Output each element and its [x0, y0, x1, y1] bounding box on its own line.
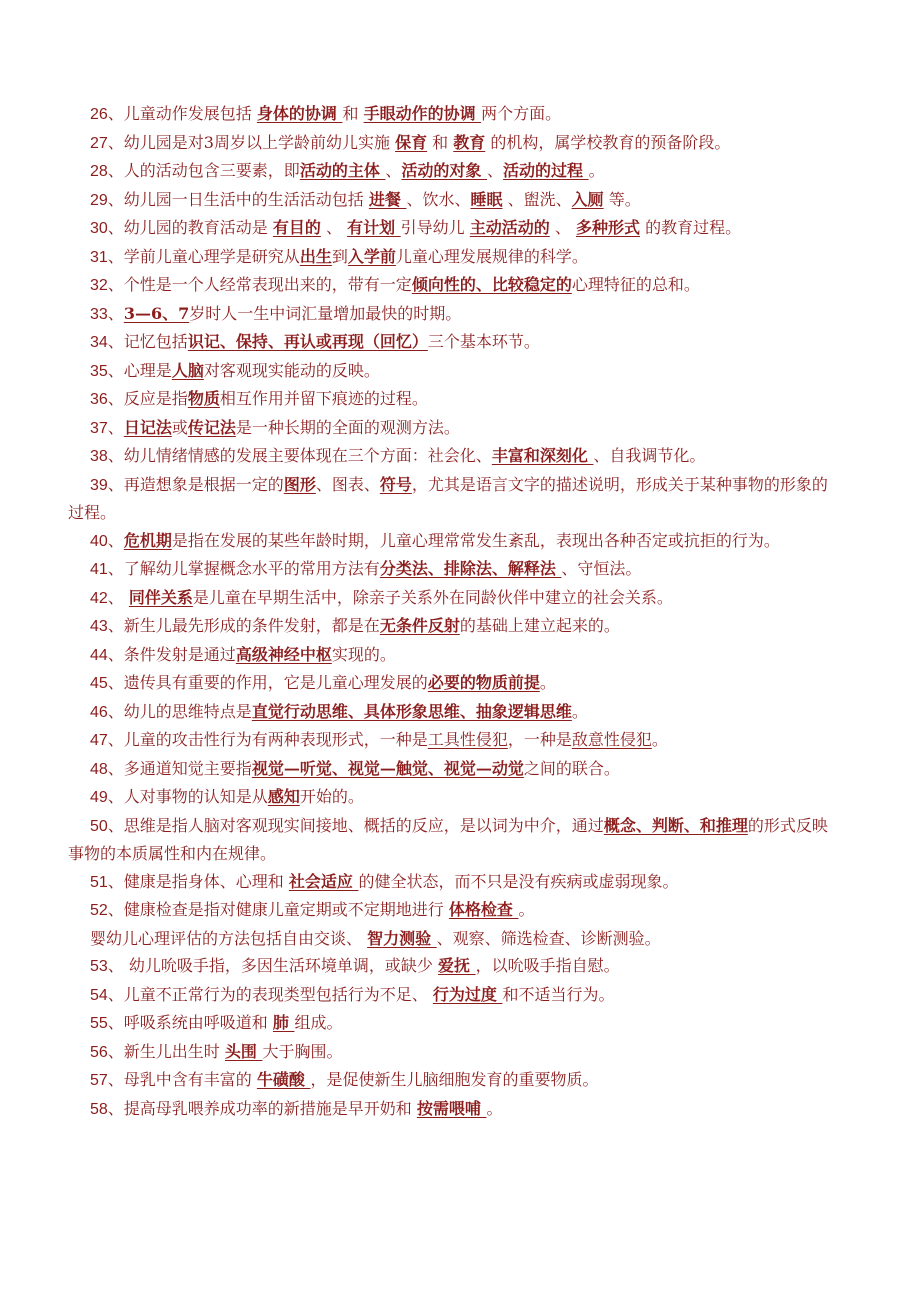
question-number: 35 [90, 362, 108, 380]
question-item [68, 612, 840, 641]
question-number: 28 [90, 163, 108, 180]
question-number: 54 [90, 986, 108, 1004]
question-number: 26 [90, 106, 108, 123]
answer-blank: 牛磺酸 [256, 1070, 311, 1089]
answer-blank: 体格检查 [448, 900, 519, 919]
question-text: 、儿童的攻击性行为有两种表现形式，一种是 [107, 730, 428, 749]
question-text: 之间的联合。 [523, 758, 620, 778]
question-text: 、幼儿园的教育活动是 [107, 218, 273, 237]
answer-blank: 必要的物质前提 [427, 673, 540, 692]
question-text: 、条件发射是通过 [107, 644, 236, 664]
question-item [68, 1066, 840, 1095]
question-text: 、思维是指人脑对客观现实间接地、概括的反应，是以词为中介，通过 [107, 815, 604, 835]
answer-blank: 肺 [272, 1013, 295, 1032]
answer-blank: 行为过度 [432, 984, 503, 1004]
answer-blank: 手眼动作的协调 [363, 104, 482, 123]
question-text: 、遗传具有重要的作用，它是儿童心理发展的 [107, 673, 428, 692]
question-number: 53 [90, 958, 108, 975]
question-item [68, 129, 840, 158]
question-item [68, 471, 840, 527]
question-item [68, 1095, 840, 1124]
answer-blank: 无条件反射 [379, 616, 460, 635]
answer-blank: 社会适应 [288, 871, 359, 891]
question-item [68, 385, 840, 414]
question-text: 、提高母乳喂养成功率的新措施是早开奶和 [107, 1098, 417, 1118]
question-text: 对客观现实能动的反映。 [203, 360, 380, 380]
question-text: 、新生儿出生时 [107, 1041, 225, 1061]
question-item [68, 328, 840, 357]
answer-blank: 爱抚 [437, 956, 476, 975]
question-number: 34 [90, 334, 108, 351]
question-text: 。 [539, 673, 556, 692]
question-text: 两个方面。 [481, 104, 562, 123]
question-text: 相互作用并留下痕迹的过程。 [219, 389, 428, 408]
question-number: 48 [90, 760, 108, 778]
question-item [68, 868, 840, 897]
answer-blank: 高级神经中枢 [235, 644, 332, 664]
question-number: 30 [90, 220, 108, 237]
answer-blank: 智力测验 [367, 928, 437, 948]
question-text: 、儿童动作发展包括 [107, 104, 257, 123]
question-text: 、图表、 [315, 474, 380, 494]
question-item [68, 100, 840, 129]
answer-blank: 有目的 [272, 218, 321, 237]
question-text: 、母乳中含有丰富的 [107, 1070, 257, 1089]
answer-blank: 敌意性侵犯 [571, 730, 652, 749]
question-text: ，一种是 [507, 730, 572, 749]
question-text: 儿童心理发展规律的科学。 [395, 246, 588, 266]
question-text: 的形式反映事物的本质属性和内在规律。 [68, 815, 828, 863]
answer-blank: 同伴关系 [128, 587, 193, 607]
answer-blank: 按需喂哺 [416, 1098, 487, 1118]
question-item [68, 157, 840, 186]
question-text: 、 [107, 530, 124, 550]
question-text: 、人的活动包含三要素，即 [107, 161, 300, 180]
answer-blank: 有计划 [347, 218, 401, 237]
answer-blank: 符号 [379, 474, 412, 494]
question-list [68, 100, 840, 1123]
question-text: 、饮水、 [406, 189, 471, 209]
question-text: 、 [549, 218, 576, 237]
question-number: 31 [90, 248, 108, 266]
question-text: 、观察、筛选检查、诊断测验。 [436, 928, 661, 948]
question-text: 、幼儿园是对3周岁以上学龄前幼儿实施 [107, 132, 396, 152]
question-item [68, 300, 840, 329]
question-text: 的教育过程。 [639, 218, 742, 237]
question-text: 、个性是一个人经常表现出来的，带有一定 [107, 275, 412, 294]
question-number: 44 [90, 646, 108, 664]
answer-blank: 活动的过程 [503, 161, 589, 180]
question-text: 、健康是指身体、心理和 [107, 871, 289, 891]
question-item [68, 726, 840, 755]
answer-blank: 保育 [395, 132, 428, 152]
answer-blank: 感知 [267, 787, 300, 806]
question-item [68, 555, 840, 584]
question-text: 三个基本环节。 [427, 332, 540, 351]
question-text: 。 [486, 1098, 503, 1118]
answer-blank: 3—6、7 [123, 303, 190, 323]
question-text: 、心理是 [107, 360, 172, 380]
answer-blank: 分类法、排除法、解释法 [379, 559, 562, 578]
question-text: 、 [320, 218, 348, 237]
question-text: 的机构，属学校教育的预备阶段。 [485, 132, 731, 152]
question-text: 、自我调节化。 [593, 446, 706, 465]
answer-blank: 日记法 [123, 417, 172, 437]
question-item [68, 755, 840, 784]
question-item [68, 698, 840, 727]
answer-blank: 直觉行动思维、具体形象思维、抽象逻辑思维 [251, 701, 572, 721]
question-item [68, 812, 840, 868]
question-text: 、幼儿的思维特点是 [107, 701, 252, 721]
question-number: 52 [90, 902, 108, 919]
question-text: 到 [331, 246, 348, 266]
question-number: 58 [90, 1100, 108, 1118]
question-text: 、 [486, 161, 503, 180]
question-item [68, 641, 840, 670]
question-number: 45 [90, 675, 108, 692]
answer-blank: 传记法 [187, 417, 236, 437]
answer-blank: 倾向性的、比较稳定的 [411, 275, 572, 294]
answer-blank: 入厕 [571, 189, 604, 209]
question-text: 组成。 [294, 1013, 343, 1032]
question-item [68, 925, 840, 953]
question-text: 心理特征的总和。 [571, 275, 700, 294]
answer-blank: 身体的协调 [256, 104, 343, 123]
question-number: 50 [90, 817, 108, 835]
question-text: 和 [342, 104, 364, 123]
question-number: 37 [90, 419, 108, 437]
question-item [68, 783, 840, 812]
answer-blank: 活动的主体 [299, 161, 386, 180]
question-text: 、健康检查是指对健康儿童定期或不定期地进行 [107, 900, 449, 919]
question-item [68, 1038, 840, 1067]
answer-blank: 头围 [224, 1041, 263, 1061]
question-text: 引导幼儿 [400, 218, 470, 237]
question-text: 、幼儿园一日生活中的生活活动包括 [107, 189, 369, 209]
question-number: 42 [90, 589, 108, 607]
question-text: 、呼吸系统由呼吸道和 [107, 1013, 273, 1032]
question-item [68, 442, 840, 471]
question-item [68, 414, 840, 443]
question-number: 43 [90, 618, 108, 635]
answer-blank: 危机期 [123, 530, 172, 550]
question-item [68, 896, 840, 925]
question-item [68, 952, 840, 981]
answer-blank: 物质 [187, 389, 220, 408]
question-text: 。 [518, 900, 535, 919]
question-item [68, 527, 840, 556]
question-text: 、守恒法。 [561, 559, 642, 578]
question-number: 33 [90, 305, 108, 323]
question-item [68, 271, 840, 300]
question-number: 41 [90, 561, 108, 578]
question-text: 婴幼儿心理评估的方法包括自由交谈、 [90, 928, 368, 948]
question-text: 、学前儿童心理学是研究从 [107, 246, 300, 266]
answer-blank: 视觉—听觉、视觉—触觉、视觉—动觉 [251, 758, 524, 778]
answer-blank: 教育 [453, 132, 486, 152]
question-item [68, 584, 840, 613]
question-text: 。 [651, 730, 668, 749]
question-number: 40 [90, 532, 108, 550]
question-text: 、 [385, 161, 402, 180]
question-text: 的基础上建立起来的。 [459, 616, 620, 635]
question-text: 、 [107, 587, 129, 607]
question-item [68, 1009, 840, 1038]
question-number: 46 [90, 703, 108, 721]
question-number: 56 [90, 1043, 108, 1061]
question-number: 27 [90, 134, 108, 152]
answer-blank: 概念、判断、和推理 [603, 815, 748, 835]
question-text: 、反应是指 [107, 389, 188, 408]
question-text: 、 [107, 417, 124, 437]
question-number: 57 [90, 1072, 108, 1089]
question-text: 是一种长期的全面的观测方法。 [235, 417, 460, 437]
question-text: 、幼儿情绪情感的发展主要体现在三个方面：社会化、 [107, 446, 492, 465]
question-number: 47 [90, 732, 108, 749]
question-text: 开始的。 [299, 787, 364, 806]
question-text: 、新生儿最先形成的条件发射，都是在 [107, 616, 380, 635]
question-number: 38 [90, 448, 108, 465]
question-text: 等。 [603, 189, 641, 209]
answer-blank: 睡眠 [470, 189, 503, 209]
question-item [68, 186, 840, 215]
question-text: 、人对事物的认知是从 [107, 787, 268, 806]
answer-blank: 图形 [283, 474, 316, 494]
question-text: 、儿童不正常行为的表现类型包括行为不足、 [107, 984, 433, 1004]
answer-blank: 出生 [299, 246, 332, 266]
question-number: 36 [90, 391, 108, 408]
answer-blank: 工具性侵犯 [427, 730, 508, 749]
question-number: 49 [90, 789, 108, 806]
question-number: 51 [90, 873, 108, 891]
answer-blank: 识记、保持、再认或再现（回忆） [187, 332, 428, 351]
question-text: 是儿童在早期生活中，除亲子关系外在同龄伙伴中建立的社会关系。 [192, 587, 673, 607]
question-text: 、再造想象是根据一定的 [107, 474, 284, 494]
question-item [68, 243, 840, 272]
question-text: 。 [588, 161, 605, 180]
answer-blank: 丰富和深刻化 [491, 446, 594, 465]
question-item [68, 669, 840, 698]
question-text: 实现的。 [331, 644, 396, 664]
answer-blank: 多种形式 [575, 218, 640, 237]
question-text: ，以吮吸手指自慰。 [475, 956, 620, 975]
answer-blank: 人脑 [171, 360, 204, 380]
question-text: 、多通道知觉主要指 [107, 758, 252, 778]
question-text: 。 [571, 701, 588, 721]
question-item [68, 981, 840, 1010]
question-item [68, 214, 840, 243]
question-number: 55 [90, 1015, 108, 1032]
question-text: 或 [171, 417, 188, 437]
question-text: 、记忆包括 [107, 332, 188, 351]
question-text: 大于胸围。 [262, 1041, 343, 1061]
answer-blank: 主动活动的 [469, 218, 550, 237]
question-number: 32 [90, 277, 108, 294]
answer-blank: 活动的对象 [401, 161, 487, 180]
question-text: 和 [427, 132, 454, 152]
question-text: 、 幼儿吮吸手指，多因生活环境单调，或缺少 [107, 956, 438, 975]
question-text: ，尤其是语言文字的描述说明，形成关于某种事物的形象的过程。 [68, 474, 828, 522]
question-text: 岁时人一生中词汇量增加最快的时期。 [189, 303, 462, 323]
question-text: ，是促使新生儿脑细胞发育的重要物质。 [310, 1070, 599, 1089]
question-text: 和不适当行为。 [502, 984, 615, 1004]
question-text: 是指在发展的某些年龄时期，儿童心理常常发生紊乱，表现出各种否定或抗拒的行为。 [171, 530, 780, 550]
answer-blank: 入学前 [347, 246, 396, 266]
question-text: 、了解幼儿掌握概念水平的常用方法有 [107, 559, 380, 578]
question-number: 39 [90, 476, 108, 494]
answer-blank: 进餐 [368, 189, 407, 209]
question-text: 的健全状态，而不只是没有疾病或虚弱现象。 [358, 871, 679, 891]
question-number: 29 [90, 191, 108, 209]
question-text: 、 [107, 303, 124, 323]
question-item [68, 357, 840, 386]
question-text: 、盥洗、 [502, 189, 572, 209]
